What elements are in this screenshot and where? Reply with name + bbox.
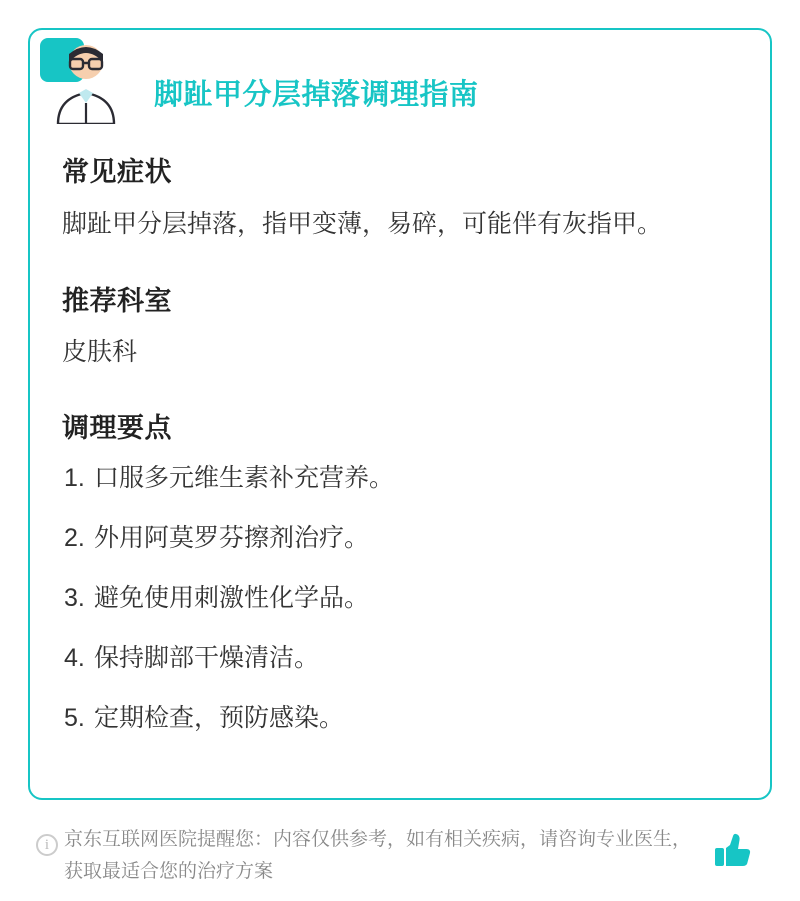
list-item — [62, 703, 738, 733]
list-item-number: 3. — [64, 584, 85, 612]
list-item-number: 1. — [64, 464, 85, 492]
list-item-label: 定期检查，预防感染。 — [94, 704, 345, 732]
section-text-symptoms: 脚趾甲分层掉落，指甲变薄，易碎，可能伴有灰指甲。 — [62, 210, 663, 238]
list-item — [62, 583, 738, 613]
footer-disclaimer — [28, 818, 772, 888]
doctor-avatar-icon — [34, 32, 126, 124]
section-heading-department: 推荐科室 — [62, 286, 172, 316]
section-heading-symptoms: 常见症状 — [62, 157, 172, 187]
care-points-list — [62, 463, 738, 733]
list-item — [62, 463, 738, 493]
list-item-number: 5. — [64, 704, 85, 732]
list-item-number: 4. — [64, 644, 85, 672]
section-text-department: 皮肤科 — [62, 338, 138, 366]
disclaimer-text: 京东互联网医院提醒您：内容仅供参考，如有相关疾病，请咨询专业医生，获取最适合您的治疗方案 — [64, 829, 692, 882]
list-item — [62, 643, 738, 673]
guide-card — [28, 28, 772, 800]
list-item-label: 口服多元维生素补充营养。 — [94, 464, 395, 492]
list-item-number: 2. — [64, 524, 85, 552]
card-header — [30, 30, 770, 116]
page-title: 脚趾甲分层掉落调理指南 — [154, 79, 479, 111]
thumbs-up-icon[interactable] — [714, 832, 752, 868]
card-body — [30, 150, 770, 733]
section-heading-care-points: 调理要点 — [62, 413, 172, 443]
list-item-label: 避免使用刺激性化学品。 — [94, 584, 370, 612]
list-item-label: 外用阿莫罗芬擦剂治疗。 — [94, 524, 370, 552]
list-item-label: 保持脚部干燥清洁。 — [94, 644, 320, 672]
list-item — [62, 523, 738, 553]
info-circle-icon: i — [36, 834, 58, 856]
